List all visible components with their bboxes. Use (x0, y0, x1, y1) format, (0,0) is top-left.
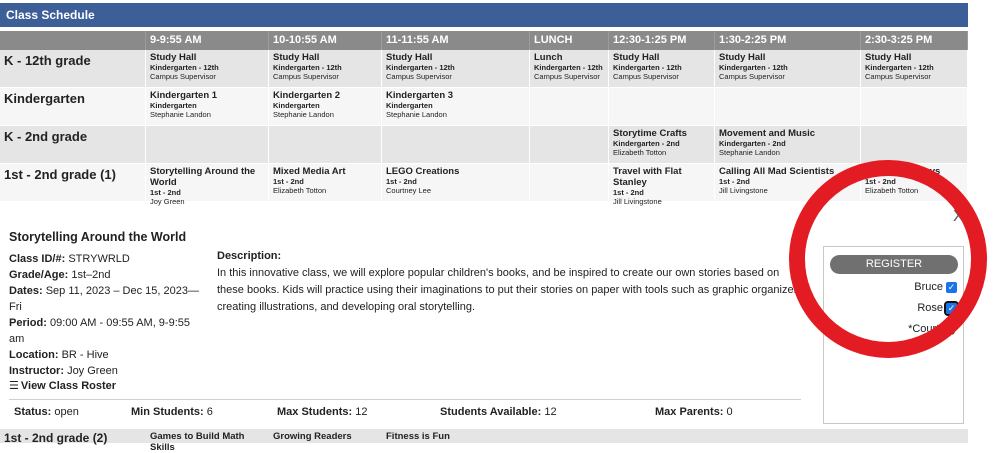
row-label: Kindergarten (0, 88, 146, 125)
class-cell[interactable]: Games to Build Math Skills (150, 431, 245, 453)
class-cell[interactable] (146, 50, 269, 87)
class-title: Storytime Crafts (613, 128, 687, 139)
class-instructor: Campus Supervisor (273, 72, 339, 81)
class-cell[interactable] (715, 50, 861, 87)
class-grade: 1st - 2nd (150, 188, 181, 197)
class-cell[interactable] (715, 126, 861, 163)
class-grade: Kindergarten (273, 101, 320, 110)
schedule-row (0, 429, 968, 453)
row-label: 1st - 2nd grade (1) (0, 164, 146, 201)
class-title: Calling All Mad Scientists (719, 166, 835, 177)
class-grade: Kindergarten (386, 101, 433, 110)
header-cell: 2:30-3:25 PM (861, 31, 968, 50)
class-grade: Kindergarten - 12th (613, 63, 682, 72)
class-cell[interactable] (609, 164, 715, 206)
class-grade: Kindergarten - 2nd (719, 139, 786, 148)
class-cell[interactable] (382, 50, 530, 87)
student-option-rose[interactable]: Rose ✓ (917, 302, 956, 314)
class-title: Homemade Toys (865, 166, 941, 177)
close-icon[interactable]: X (953, 208, 964, 225)
class-cell[interactable]: Growing Readers (273, 431, 352, 442)
status-stat: Status: open (14, 406, 79, 418)
class-instructor: Courtney Lee (386, 186, 432, 195)
class-instructor: Jill Livingstone (719, 186, 768, 195)
class-cell (530, 164, 609, 201)
class-instructor: Joy Green (150, 197, 185, 206)
class-title: Study Hall (613, 52, 660, 63)
class-title: Storytelling Around the World (150, 166, 256, 188)
class-cell[interactable]: Fitness is Fun (386, 431, 450, 442)
class-cell (861, 126, 968, 163)
class-grade: Kindergarten - 12th (865, 63, 934, 72)
header-cell: 10-10:55 AM (269, 31, 382, 50)
class-instructor: Campus Supervisor (150, 72, 216, 81)
class-title: Travel with Flat Stanley (613, 166, 682, 188)
min-students-stat: Min Students: 6 (131, 406, 213, 418)
class-cell[interactable] (269, 50, 382, 87)
class-cell (382, 126, 530, 163)
class-title: Kindergarten 3 (386, 90, 454, 101)
class-cell[interactable] (382, 88, 530, 125)
class-period: 09:00 AM - 09:55 AM, 9-9:55 am (9, 317, 190, 345)
class-title: Study Hall (150, 52, 197, 63)
class-title: Study Hall (865, 52, 912, 63)
class-cell[interactable] (715, 164, 861, 201)
class-title: Mixed Media Art (273, 166, 346, 177)
class-cell[interactable] (382, 164, 530, 201)
class-instructor: Campus Supervisor (534, 72, 600, 81)
header-cell: 1:30-2:25 PM (715, 31, 861, 50)
class-info: Class ID/#: STRYWRLD Grade/Age: 1st–2nd Dates: Sep 11, 2023 – Dec 15, 2023—Fri Period: 09:00 AM - 09:55 AM, 9-9:55 am Location: BR - Hive Instructor: Joy Green (9, 253, 199, 377)
class-cell[interactable] (269, 164, 382, 201)
checkbox-icon[interactable]: ✓ (947, 302, 956, 313)
row-label: K - 2nd grade (0, 126, 146, 163)
class-cell (269, 126, 382, 163)
header-cell: 11-11:55 AM (382, 31, 530, 50)
header-cell: 9-9:55 AM (146, 31, 269, 50)
class-cell (530, 88, 609, 125)
class-id: STRYWRLD (68, 253, 130, 265)
max-students-stat: Max Students: 12 (277, 406, 368, 418)
class-instructor: Elizabeth Totton (865, 186, 919, 195)
class-cell[interactable] (861, 164, 968, 201)
class-grade: 1st–2nd (71, 269, 111, 281)
schedule-header-row (0, 31, 968, 50)
student-option-bruce[interactable]: Bruce ✓ (914, 281, 956, 293)
class-instructor: Stephanie Landon (719, 148, 780, 157)
schedule-grid (0, 31, 968, 206)
student-option-courtney: *Courtney (908, 323, 957, 335)
class-instructor: Joy Green (67, 365, 118, 377)
schedule-row (0, 164, 968, 206)
class-cell[interactable] (146, 164, 269, 206)
class-title: Storytelling Around the World (9, 230, 187, 244)
class-grade: Kindergarten - 12th (273, 63, 342, 72)
class-cell (861, 88, 968, 125)
description-text: In this innovative class, we will explore popular children's books, and be inspired to create our own stories based on these books. Kids will practice using their imaginations to put their stories on paper with tools such as graphic organizers, creating illustrations, and developing oral storytelling. (217, 267, 806, 313)
class-title: Study Hall (719, 52, 766, 63)
class-instructor: Jill Livingstone (613, 197, 662, 206)
view-roster-link[interactable]: ☰ View Class Roster (9, 380, 117, 392)
class-cell (609, 88, 715, 125)
class-instructor: Stephanie Landon (273, 110, 334, 119)
class-dates: Sep 11, 2023 – Dec 15, 2023—Fri (9, 285, 199, 313)
class-title: Movement and Music (719, 128, 816, 139)
class-instructor: Elizabeth Totton (613, 148, 667, 157)
description-label: Description: (217, 250, 282, 262)
class-instructor: Stephanie Landon (150, 110, 211, 119)
row-label: 1st - 2nd grade (2) (4, 431, 108, 445)
class-cell[interactable] (609, 50, 715, 87)
class-instructor: Campus Supervisor (613, 72, 679, 81)
students-available-stat: Students Available: 12 (440, 406, 557, 418)
class-grade: Kindergarten (150, 101, 197, 110)
register-panel (823, 246, 964, 424)
header-cell: 12:30-1:25 PM (609, 31, 715, 50)
row-label: K - 12th grade (0, 50, 146, 87)
class-instructor: Campus Supervisor (386, 72, 452, 81)
class-grade: 1st - 2nd (865, 177, 896, 186)
class-grade: Kindergarten - 12th (386, 63, 455, 72)
class-instructor: Elizabeth Totton (273, 186, 327, 195)
class-title: Kindergarten 1 (150, 90, 218, 101)
class-grade: 1st - 2nd (273, 177, 304, 186)
list-icon: ☰ (9, 380, 19, 392)
class-grade: 1st - 2nd (719, 177, 750, 186)
class-title: Lunch (534, 52, 563, 63)
class-cell (530, 126, 609, 163)
class-title: Kindergarten 2 (273, 90, 341, 101)
schedule-row (0, 50, 968, 88)
class-instructor: Campus Supervisor (865, 72, 931, 81)
class-grade: Kindergarten - 12th (150, 63, 219, 72)
class-grade: Kindergarten - 12th (719, 63, 788, 72)
class-instructor: Campus Supervisor (719, 72, 785, 81)
header-cell (0, 31, 146, 50)
class-title: Study Hall (386, 52, 433, 63)
class-grade: Kindergarten - 2nd (613, 139, 680, 148)
class-title: LEGO Creations (386, 166, 460, 177)
header-cell: LUNCH (530, 31, 609, 50)
class-title: Study Hall (273, 52, 320, 63)
class-grade: Kindergarten - 12th (534, 63, 603, 72)
class-cell (715, 88, 861, 125)
checkbox-icon[interactable]: ✓ (947, 281, 956, 292)
class-cell[interactable] (530, 50, 609, 87)
divider (9, 399, 801, 400)
register-button[interactable]: REGISTER (830, 255, 958, 274)
class-cell[interactable] (146, 88, 269, 125)
class-grade: 1st - 2nd (613, 188, 644, 197)
class-grade: 1st - 2nd (386, 177, 417, 186)
class-cell[interactable] (609, 126, 715, 163)
class-instructor: Stephanie Landon (386, 110, 447, 119)
class-cell (146, 126, 269, 163)
max-parents-stat: Max Parents: 0 (655, 406, 733, 418)
class-cell[interactable] (269, 88, 382, 125)
class-location: BR - Hive (61, 349, 109, 361)
page-title: Class Schedule (0, 3, 968, 27)
class-cell[interactable] (861, 50, 968, 87)
schedule-row (0, 126, 968, 164)
schedule-row (0, 88, 968, 126)
